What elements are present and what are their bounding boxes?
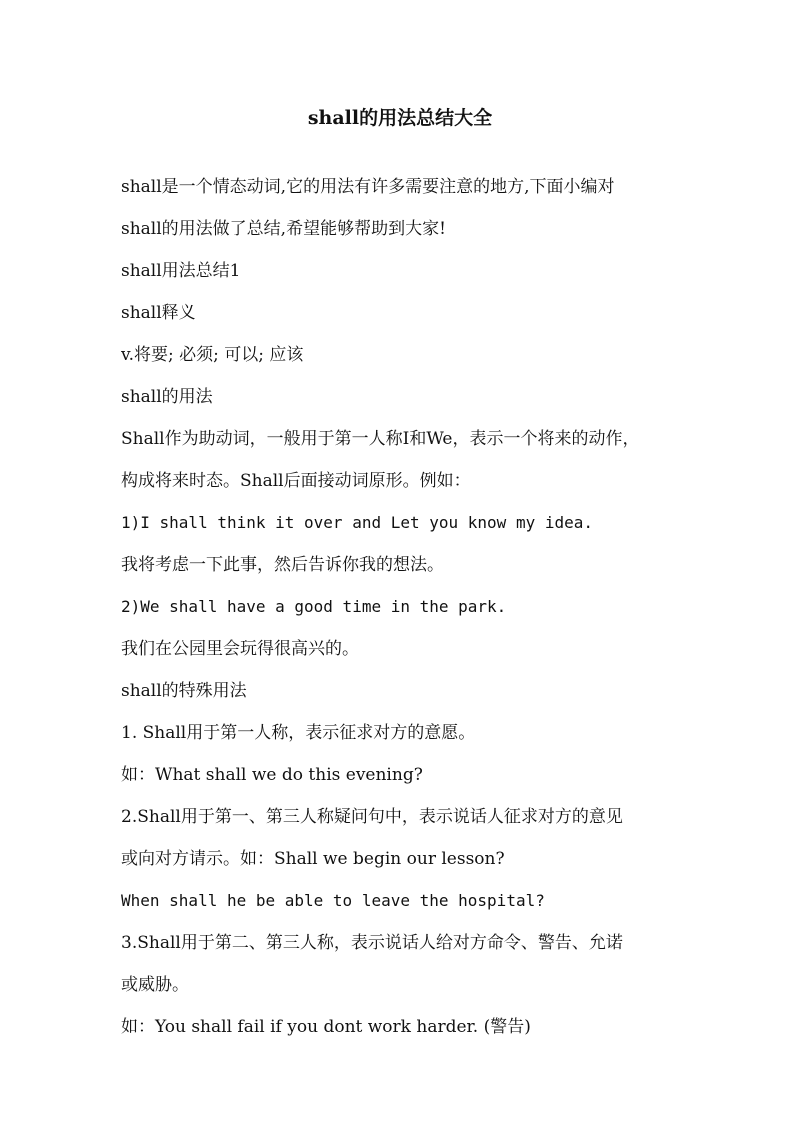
usage-rule: 或向对方请示。如：Shall we begin our lesson? [121, 849, 505, 869]
example-sentence: 2)We shall have a good time in the park. [121, 597, 507, 616]
example-sentence: 如：You shall fail if you dont work harder. (警告) [121, 1017, 531, 1037]
section-heading: shall用法总结1 [121, 261, 241, 281]
section-heading: shall释义 [121, 303, 196, 323]
paragraph-line: 构成将来时态。Shall后面接动词原形。例如： [121, 471, 471, 491]
example-sentence: 1)I shall think it over and Let you know my idea. [121, 513, 594, 532]
section-heading: shall的特殊用法 [121, 681, 247, 701]
example-translation: 我将考虑一下此事，然后告诉你我的想法。 [121, 555, 444, 575]
section-heading: shall的用法 [121, 387, 213, 407]
definition-line: v.将要; 必须; 可以; 应该 [121, 345, 304, 365]
usage-rule: 1. Shall用于第一人称，表示征求对方的意愿。 [121, 723, 476, 743]
example-sentence: When shall he be able to leave the hospital? [121, 891, 545, 910]
paragraph-line: shall的用法做了总结,希望能够帮助到大家! [121, 219, 446, 239]
paragraph-line: Shall作为助动词，一般用于第一人称I和We，表示一个将来的动作， [121, 429, 640, 449]
usage-rule: 3.Shall用于第二、第三人称，表示说话人给对方命令、警告、允诺 [121, 933, 623, 953]
usage-rule: 2.Shall用于第一、第三人称疑问句中，表示说话人征求对方的意见 [121, 807, 623, 827]
example-translation: 我们在公园里会玩得很高兴的。 [121, 639, 359, 659]
document-title: shall的用法总结大全 [307, 107, 493, 129]
paragraph-line: shall是一个情态动词,它的用法有许多需要注意的地方,下面小编对 [121, 177, 615, 197]
usage-rule: 或威胁。 [121, 975, 189, 995]
document-body [121, 166, 691, 1048]
example-sentence: 如：What shall we do this evening? [121, 765, 423, 785]
